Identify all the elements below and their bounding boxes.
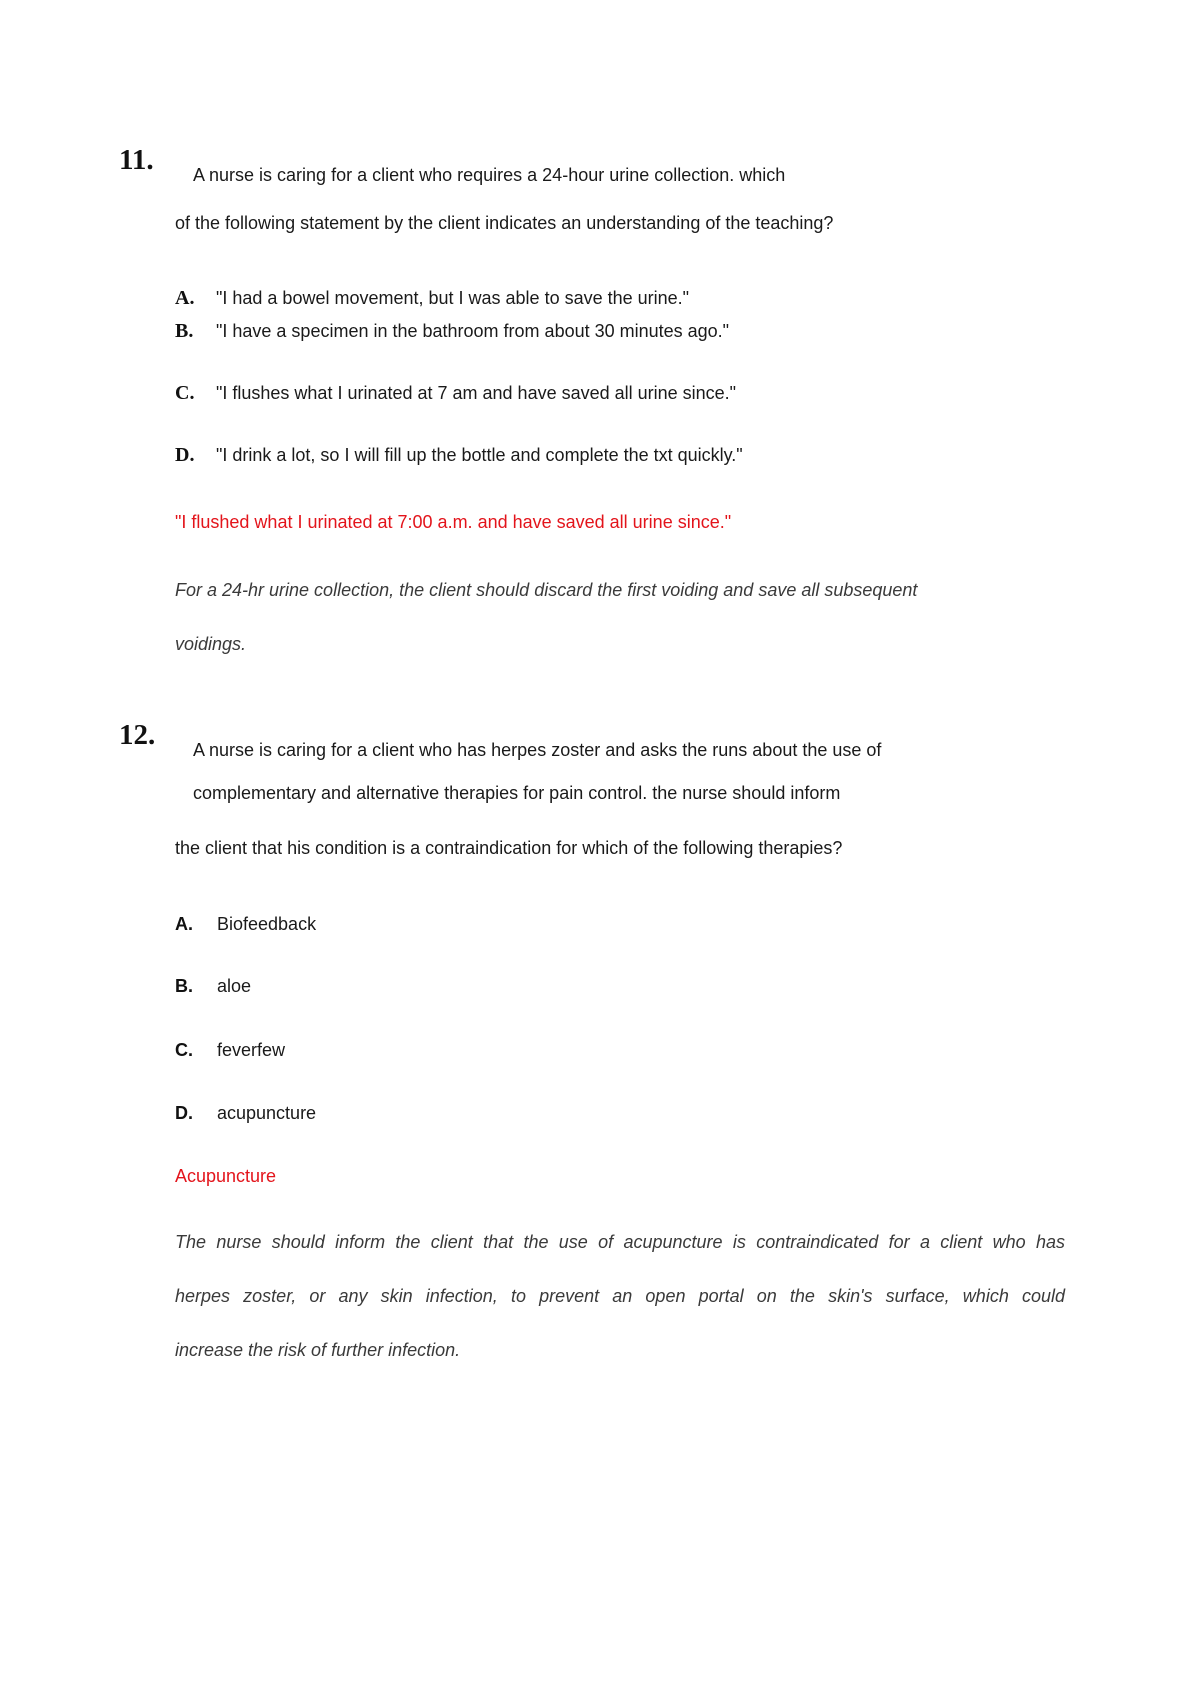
option-text: "I had a bowel movement, but I was able to save the urine." <box>216 288 690 308</box>
option-text: "I have a specimen in the bathroom from about 30 minutes ago." <box>216 321 730 341</box>
option-letter: C. <box>175 382 195 404</box>
rationale-line: voidings. <box>175 634 247 654</box>
option-letter: D. <box>175 1103 193 1123</box>
option-letter: C. <box>175 1040 193 1060</box>
question-stem-line: of the following statement by the client indicates an understanding of the teaching? <box>175 213 834 233</box>
question-stem-line: A nurse is caring for a client who has herpes zoster and asks the runs about the use of <box>193 740 882 760</box>
option-text: "I flushes what I urinated at 7 am and have saved all urine since." <box>216 383 737 403</box>
option-text: "I drink a lot, so I will fill up the bottle and complete the txt quickly." <box>216 445 743 465</box>
option-letter: D. <box>175 444 195 466</box>
rationale-line: For a 24-hr urine collection, the client should discard the first voiding and save all subsequent <box>175 580 918 600</box>
option-letter: A. <box>175 914 193 934</box>
rationale-line: herpes zoster, or any skin infection, to prevent an open portal on the skin's surface, which could <box>175 1286 1065 1306</box>
question-stem-line: A nurse is caring for a client who requires a 24-hour urine collection. which <box>193 165 786 185</box>
option-text: Biofeedback <box>217 914 317 934</box>
rationale-line: increase the risk of further infection. <box>175 1340 461 1360</box>
question-number: 12. <box>119 719 156 751</box>
option-text: aloe <box>217 976 252 996</box>
option-letter: A. <box>175 287 195 309</box>
option-letter: B. <box>175 976 193 996</box>
rationale-line: The nurse should inform the client that the use of acupuncture is contraindicated for a client who has <box>175 1232 1065 1252</box>
question-stem-line: complementary and alternative therapies for pain control. the nurse should inform <box>193 783 841 803</box>
correct-answer: Acupuncture <box>175 1166 277 1186</box>
correct-answer: "I flushed what I urinated at 7:00 a.m. and have saved all urine since." <box>175 512 732 532</box>
question-number: 11. <box>119 144 154 176</box>
option-text: acupuncture <box>217 1103 317 1123</box>
option-letter: B. <box>175 320 194 342</box>
option-text: feverfew <box>217 1040 286 1060</box>
question-stem-line: the client that his condition is a contraindication for which of the following therapies? <box>175 838 843 858</box>
